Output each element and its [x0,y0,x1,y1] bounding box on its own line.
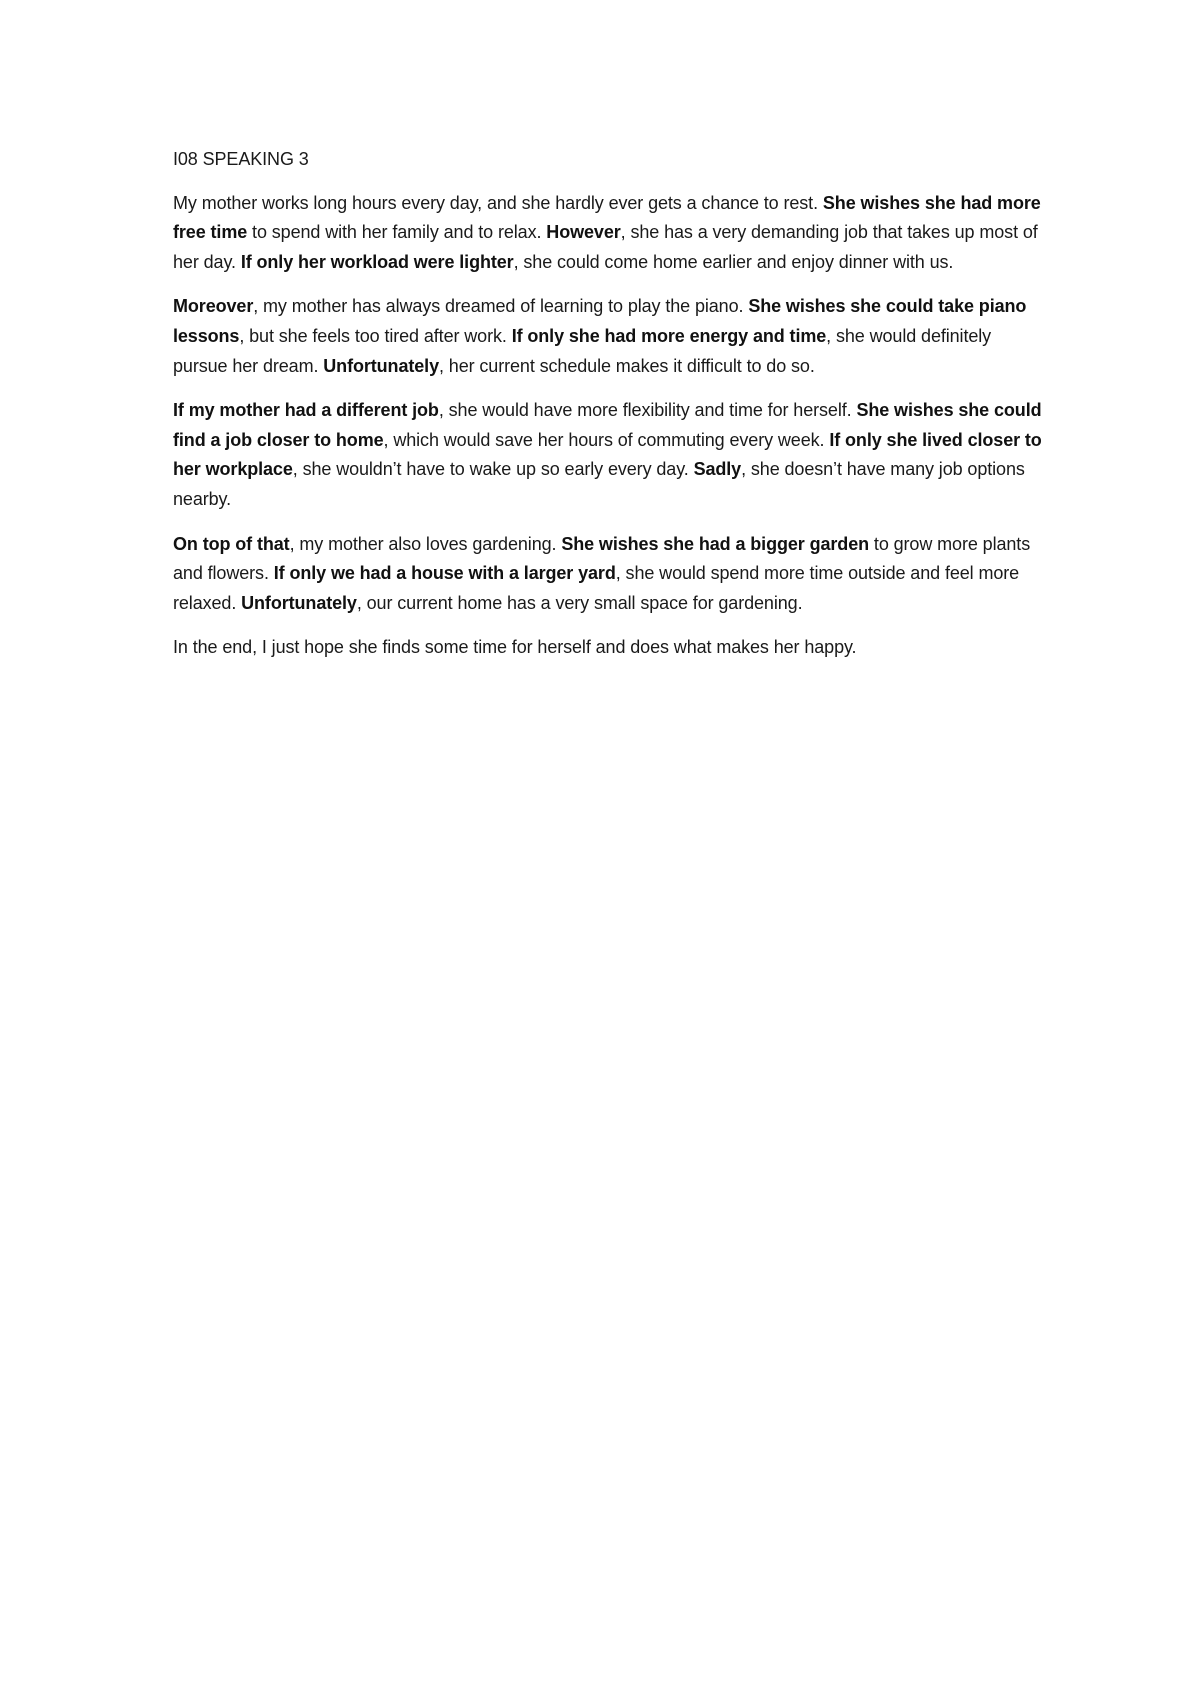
text-segment: , her current schedule makes it difficult to do so. [438,355,815,376]
text-segment: , she wouldn’t have to wake up so early every day. [292,459,694,480]
bold-phrase: If only we had a house with a larger yard [273,563,616,584]
paragraph-4 [173,530,1043,619]
bold-phrase: She wishes she could take piano lessons [173,296,1027,346]
text-segment: In the end, I just hope she finds some time for herself and does what makes her happy. [173,637,857,658]
document-body [173,145,1043,678]
bold-phrase: She wishes she could find a job closer to home [173,400,1042,450]
paragraph-3 [173,396,1043,514]
text-segment: , our current home has a very small space for gardening. [356,592,803,613]
text-segment: , which would save her hours of commuting every week. [383,429,830,450]
text-segment: My mother works long hours every day, and she hardly ever gets a chance to rest. [173,192,823,213]
text-segment: , my mother has always dreamed of learning to play the piano. [253,296,749,317]
text-segment: , she would have more flexibility and time for herself. [438,400,857,421]
bold-phrase: Unfortunately [323,355,439,376]
text-segment: to spend with her family and to relax. [247,222,547,243]
text-segment: , she would spend more time outside and feel more relaxed. [173,563,1020,613]
text-segment: , she could come home earlier and enjoy dinner with us. [513,251,954,272]
text-segment: , but she feels too tired after work. [239,325,512,346]
bold-phrase: However [546,222,621,243]
text-segment: to grow more plants and flowers. [173,533,1031,584]
paragraph-2 [173,292,1043,381]
text-segment: , she doesn’t have many job options nearby. [173,459,1025,509]
document-title: I08 SPEAKING 3 [173,149,309,169]
bold-phrase: Moreover [173,296,254,317]
paragraph-1 [173,189,1043,278]
bold-phrase: Unfortunately [241,592,357,613]
paragraph-5 [173,633,1043,663]
text-segment: , she would definitely pursue her dream. [173,325,992,376]
bold-phrase: If only her workload were lighter [240,251,514,272]
bold-phrase: Sadly [693,459,742,480]
bold-phrase: She wishes she had a bigger garden [561,533,870,554]
bold-phrase: If my mother had a different job [173,400,439,421]
bold-phrase: She wishes she had more free time [173,192,1041,243]
text-segment: , she has a very demanding job that takes up most of her day. [173,222,1038,272]
bold-phrase: If only she lived closer to her workplace [173,429,1042,480]
bold-phrase: On top of that [173,533,290,554]
bold-phrase: If only she had more energy and time [511,325,827,346]
text-segment: , my mother also loves gardening. [289,533,562,554]
